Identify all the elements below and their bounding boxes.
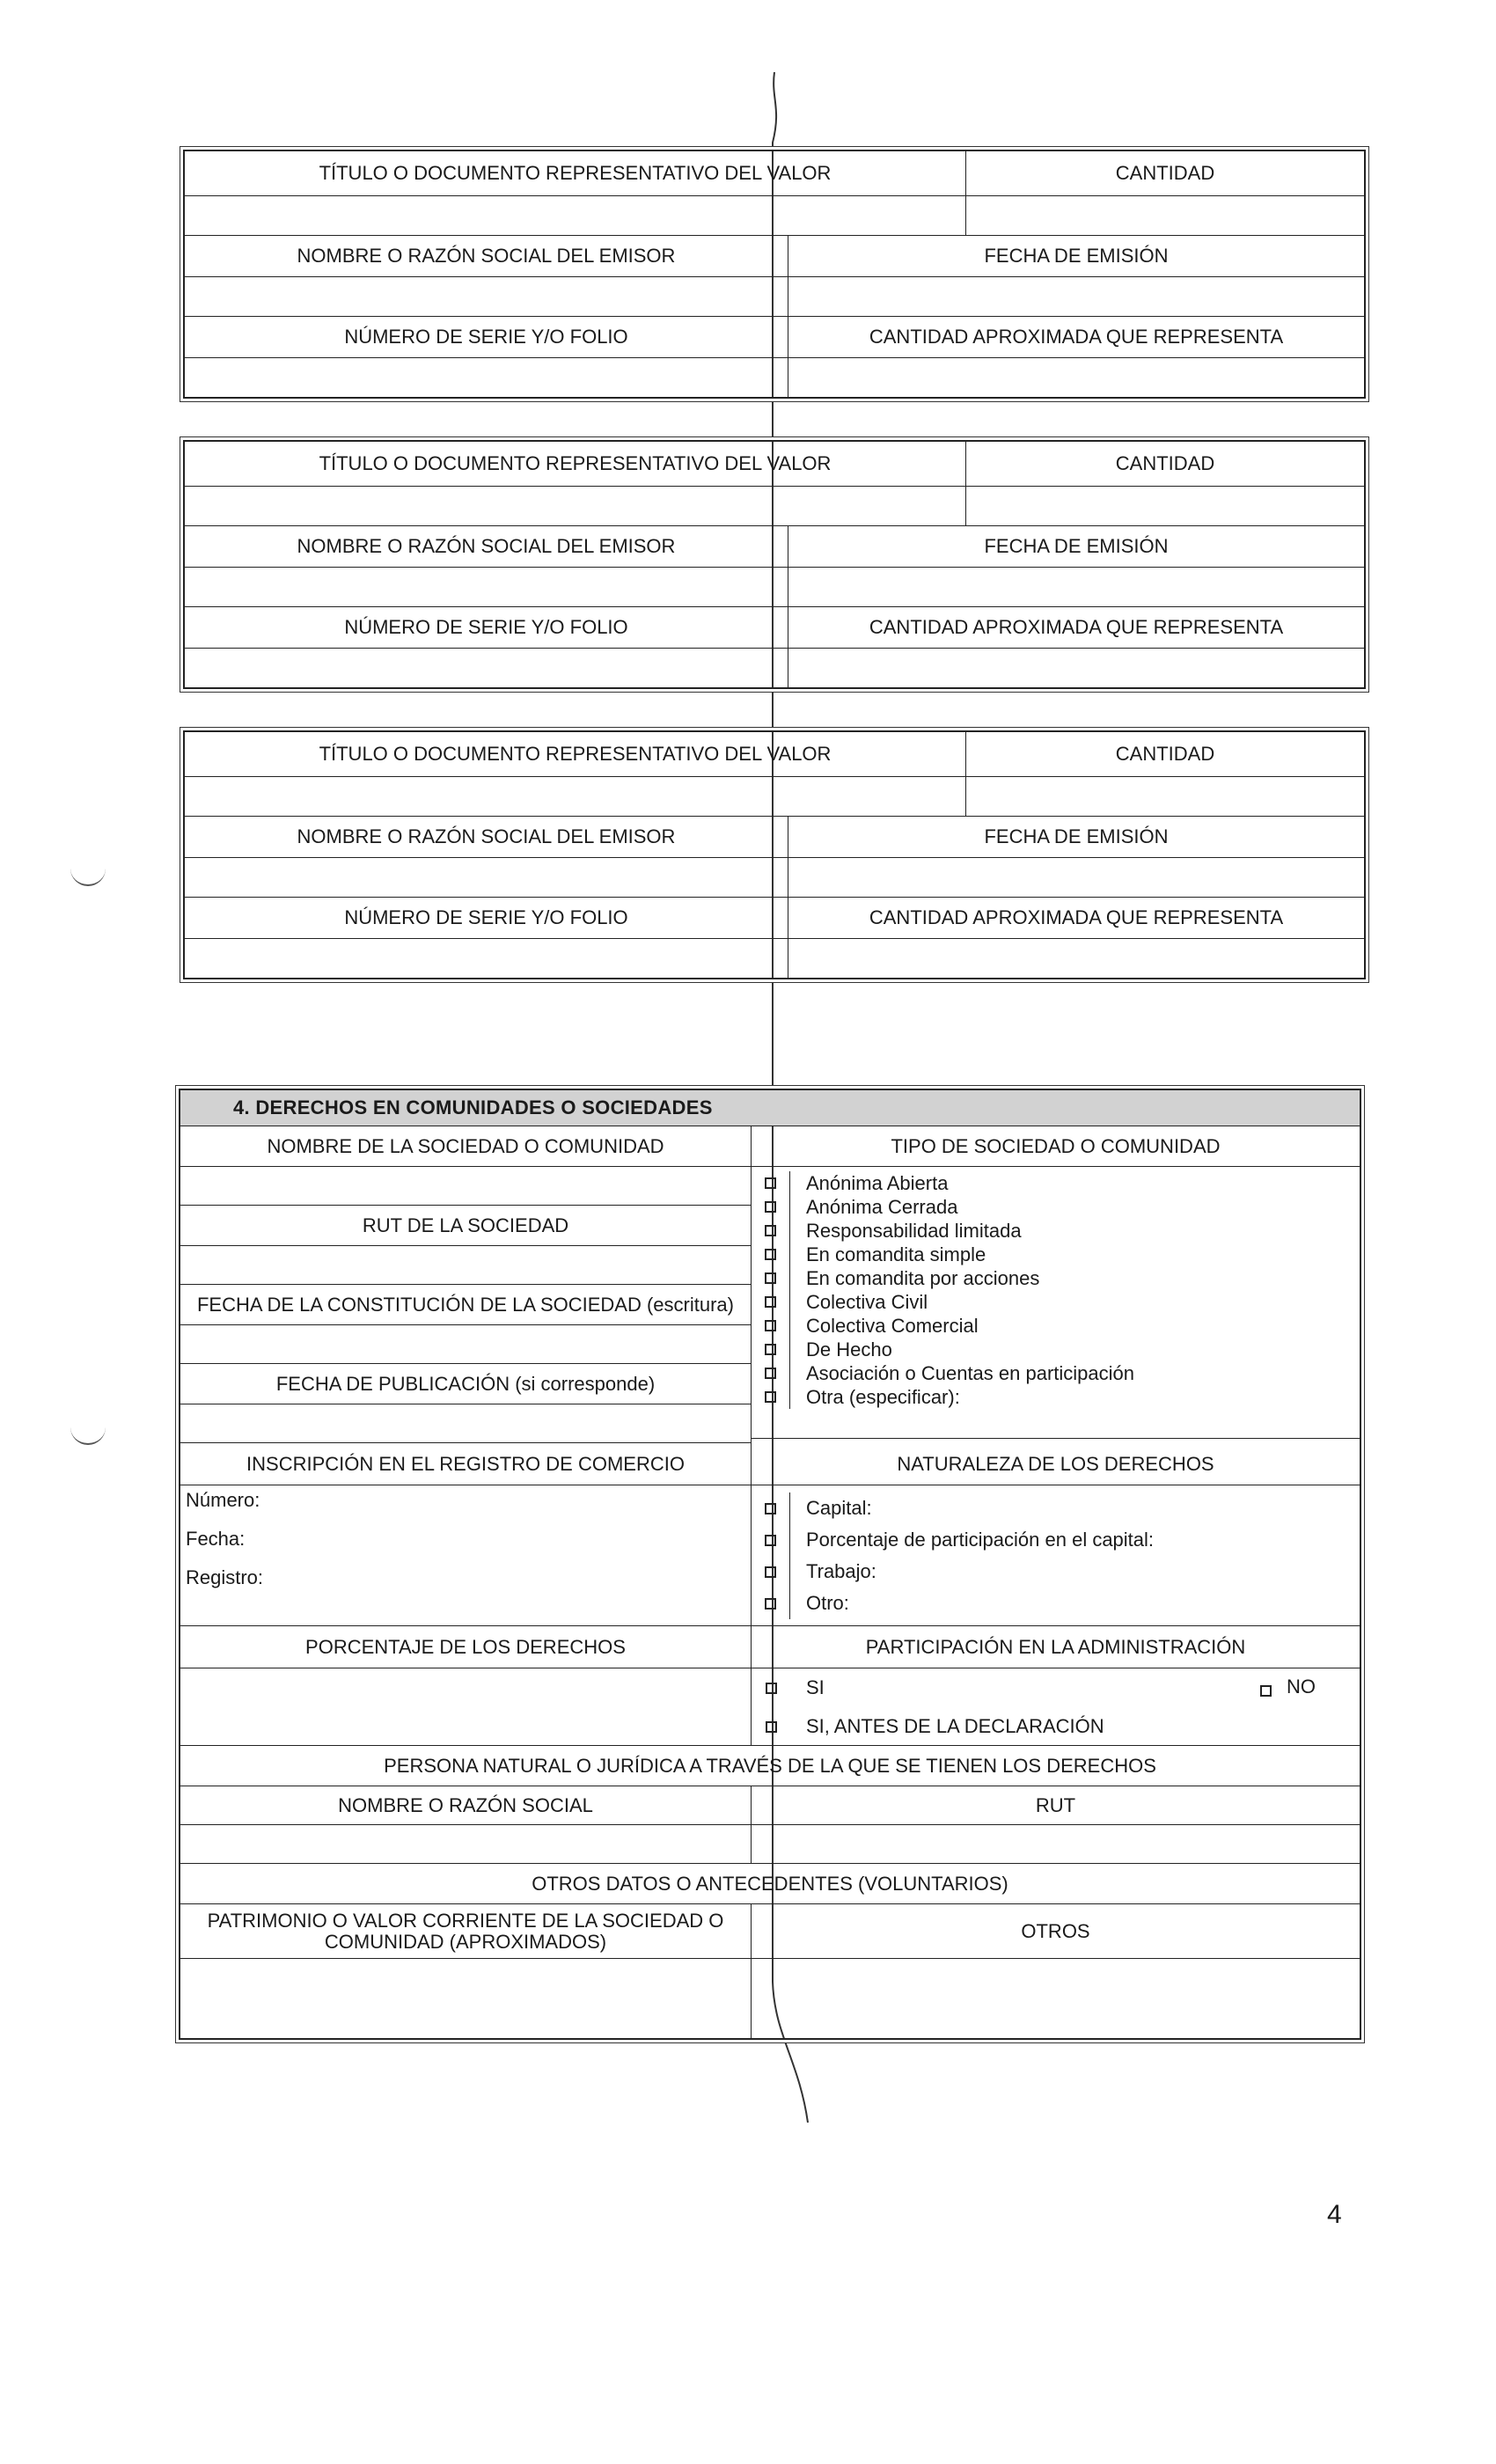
quantity-label: CANTIDAD — [1115, 452, 1215, 474]
issuer-label: NOMBRE O RAZÓN SOCIAL DEL EMISOR — [185, 526, 788, 567]
serial-label: NÚMERO DE SERIE Y/O FOLIO — [185, 607, 788, 648]
society-type-option[interactable]: Anónima Abierta — [752, 1171, 1360, 1195]
page-number: 4 — [1327, 2200, 1342, 2229]
society-type-option[interactable]: Otra (especificar): — [752, 1385, 1360, 1409]
checkbox[interactable] — [752, 1707, 790, 1746]
checkbox[interactable] — [752, 1492, 790, 1524]
approx-field[interactable] — [788, 939, 1364, 978]
rights-nature-option[interactable]: Trabajo: — [752, 1556, 1360, 1588]
title-label: TÍTULO O DOCUMENTO REPRESENTATIVO DEL VALOR — [185, 151, 966, 195]
society-type-options — [752, 1167, 1360, 1439]
issuer-label: NOMBRE O RAZÓN SOCIAL DEL EMISOR — [185, 236, 788, 276]
publication-date-label: FECHA DE PUBLICACIÓN (si corresponde) — [180, 1364, 751, 1404]
registry-registry-label: Registro: — [186, 1566, 264, 1588]
patrimony-field[interactable] — [180, 1959, 751, 2038]
publication-date-field[interactable] — [180, 1404, 751, 1443]
checkbox[interactable] — [752, 1556, 790, 1588]
quantity-field[interactable] — [966, 196, 1364, 235]
serial-field[interactable] — [185, 939, 788, 978]
checkbox[interactable] — [752, 1266, 790, 1290]
approx-label: CANTIDAD APROXIMADA QUE REPRESENTA — [869, 906, 1284, 928]
admin-no-checkbox[interactable] — [1260, 1679, 1272, 1702]
quantity-field[interactable] — [966, 487, 1364, 525]
checkbox[interactable] — [752, 1588, 790, 1619]
securities-block-2 — [183, 440, 1366, 689]
society-type-option[interactable]: Colectiva Civil — [752, 1290, 1360, 1314]
title-field[interactable] — [185, 777, 966, 816]
issuer-field[interactable] — [185, 858, 788, 897]
issuer-field[interactable] — [185, 277, 788, 316]
issue-date-label: FECHA DE EMISIÓN — [984, 245, 1169, 267]
person-name-label: NOMBRE O RAZÓN SOCIAL — [180, 1786, 751, 1825]
registry-label: INSCRIPCIÓN EN EL REGISTRO DE COMERCIO — [180, 1443, 751, 1485]
checkbox[interactable] — [752, 1385, 790, 1409]
section-4-heading: 4. DERECHOS EN COMUNIDADES O SOCIEDADES — [180, 1090, 1360, 1126]
rights-nature-option[interactable]: Capital: — [752, 1492, 1360, 1524]
serial-field[interactable] — [185, 358, 788, 397]
issue-date-label: FECHA DE EMISIÓN — [984, 825, 1169, 847]
securities-block-1 — [183, 150, 1366, 399]
rights-nature-label: NATURALEZA DE LOS DERECHOS — [752, 1443, 1360, 1485]
registry-fields — [180, 1485, 751, 1626]
title-field[interactable] — [185, 196, 966, 235]
society-type-option[interactable]: En comandita simple — [752, 1243, 1360, 1266]
approx-label: CANTIDAD APROXIMADA QUE REPRESENTA — [869, 616, 1284, 638]
person-rut-label: RUT — [752, 1786, 1360, 1825]
checkbox[interactable] — [752, 1195, 790, 1219]
others-label: OTROS — [752, 1904, 1360, 1959]
issue-date-label: FECHA DE EMISIÓN — [984, 535, 1169, 557]
admin-label: PARTICIPACIÓN EN LA ADMINISTRACIÓN — [752, 1626, 1360, 1668]
checkbox[interactable] — [752, 1314, 790, 1338]
society-type-label: TIPO DE SOCIEDAD O COMUNIDAD — [752, 1126, 1360, 1167]
admin-no-label: NO — [1287, 1676, 1316, 1698]
issuer-label: NOMBRE O RAZÓN SOCIAL DEL EMISOR — [185, 817, 788, 857]
quantity-label: CANTIDAD — [1115, 162, 1215, 184]
constitution-date-label: FECHA DE LA CONSTITUCIÓN DE LA SOCIEDAD (escritura) — [180, 1285, 751, 1325]
person-label: PERSONA NATURAL O JURÍDICA A TRAVÉS DE LA QUE SE TIENEN LOS DERECHOS — [180, 1746, 1360, 1786]
checkbox[interactable] — [752, 1361, 790, 1385]
society-type-option[interactable]: Anónima Cerrada — [752, 1195, 1360, 1219]
approx-label: CANTIDAD APROXIMADA QUE REPRESENTA — [869, 326, 1284, 348]
society-rut-label: RUT DE LA SOCIEDAD — [180, 1206, 751, 1246]
registry-number-label: Número: — [186, 1489, 260, 1511]
section-4-rights-in-societies — [179, 1089, 1361, 2040]
serial-field[interactable] — [185, 649, 788, 687]
rights-percent-label: PORCENTAJE DE LOS DERECHOS — [180, 1626, 751, 1668]
person-rut-field[interactable] — [752, 1825, 1360, 1864]
checkbox[interactable] — [752, 1668, 790, 1707]
patrimony-label: PATRIMONIO O VALOR CORRIENTE DE LA SOCIEDAD O COMUNIDAD (APROXIMADOS) — [180, 1904, 751, 1959]
rights-nature-option[interactable]: Otro: — [752, 1588, 1360, 1619]
rights-nature-options — [752, 1485, 1360, 1626]
checkbox[interactable] — [752, 1338, 790, 1361]
society-rut-field[interactable] — [180, 1246, 751, 1285]
society-type-option[interactable]: Responsabilidad limitada — [752, 1219, 1360, 1243]
issue-date-field[interactable] — [788, 568, 1364, 606]
approx-field[interactable] — [788, 358, 1364, 397]
quantity-field[interactable] — [966, 777, 1364, 816]
serial-label: NÚMERO DE SERIE Y/O FOLIO — [185, 317, 788, 357]
issue-date-field[interactable] — [788, 858, 1364, 897]
constitution-date-field[interactable] — [180, 1325, 751, 1364]
binder-hole-mark — [70, 867, 106, 886]
binder-hole-mark — [70, 1426, 106, 1445]
admin-yes-option[interactable]: SI NO — [752, 1668, 1360, 1707]
title-label: TÍTULO O DOCUMENTO REPRESENTATIVO DEL VALOR — [185, 732, 966, 776]
others-field[interactable] — [752, 1959, 1360, 2038]
registry-date-label: Fecha: — [186, 1528, 246, 1550]
rights-nature-option[interactable]: Porcentaje de participación en el capital: — [752, 1524, 1360, 1556]
checkbox[interactable] — [752, 1171, 790, 1195]
issuer-field[interactable] — [185, 568, 788, 606]
approx-field[interactable] — [788, 649, 1364, 687]
society-type-option[interactable]: Asociación o Cuentas en participación — [752, 1361, 1360, 1385]
rights-percent-field[interactable] — [180, 1668, 751, 1746]
admin-yes-before-option[interactable]: SI, ANTES DE LA DECLARACIÓN — [752, 1707, 1360, 1746]
society-type-option[interactable]: Colectiva Comercial — [752, 1314, 1360, 1338]
checkbox[interactable] — [752, 1524, 790, 1556]
society-type-option[interactable]: En comandita por acciones — [752, 1266, 1360, 1290]
society-name-label: NOMBRE DE LA SOCIEDAD O COMUNIDAD — [180, 1126, 751, 1167]
title-label: TÍTULO O DOCUMENTO REPRESENTATIVO DEL VALOR — [185, 442, 966, 486]
serial-label: NÚMERO DE SERIE Y/O FOLIO — [185, 898, 788, 938]
quantity-label: CANTIDAD — [1115, 743, 1215, 765]
admin-options — [752, 1668, 1360, 1746]
person-name-field[interactable] — [180, 1825, 751, 1864]
society-type-option[interactable]: De Hecho — [752, 1338, 1360, 1361]
issue-date-field[interactable] — [788, 277, 1364, 316]
title-field[interactable] — [185, 487, 966, 525]
checkbox[interactable] — [752, 1219, 790, 1243]
other-data-label: OTROS DATOS O ANTECEDENTES (VOLUNTARIOS) — [180, 1864, 1360, 1904]
securities-block-3 — [183, 730, 1366, 979]
checkbox[interactable] — [752, 1243, 790, 1266]
society-name-field[interactable] — [180, 1167, 751, 1206]
checkbox[interactable] — [752, 1290, 790, 1314]
